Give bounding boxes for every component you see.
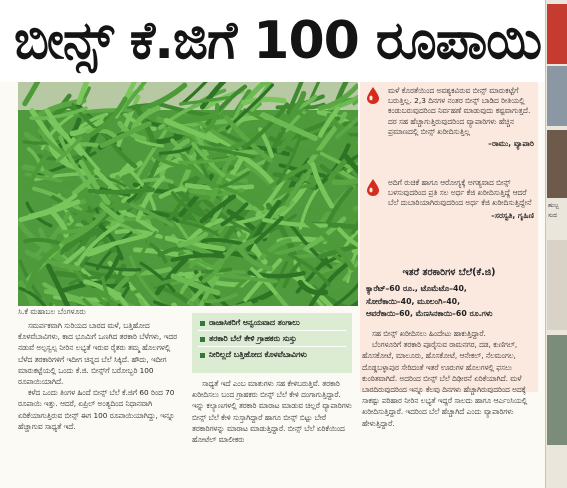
quote-2-attribution: –ಸರಸ್ವತಿ, ಗೃಹಿಣಿ <box>491 210 534 220</box>
highlights-box <box>192 313 352 373</box>
quote-2 <box>366 178 534 221</box>
body-column-2 <box>192 378 354 486</box>
drop-icon <box>366 178 380 196</box>
paragraph: ಸಮರ್ಪಕವಾಗಿ ಸುರಿಯದ ಬಾರದ ಮಳೆ, ಬತ್ತಿಹೋದ ಕೊಳವೆಬಾವಿಗಳು, ಕಾದ ಭೂಮಿಗೆ ಒಣಗಿದ ತರಕಾರಿ ಬೆಳೆಗಳು, ಇದರ ನಡುವೆ ಅಲ್ಪಸ್ವಲ್ಪ ನೀರಿನ ಲಭ್ಯತೆ ಇರುವ ರೈತರು ತಮ್ಮ ಹೊಲಗಳಲ್ಲಿ ಬೆಳೆದ ತರಕಾರಿಗಳಿಗೆ ಇದೀಗ ಚಿನ್ನದ ಬೆಲೆ ಸಿಕ್ಕಿದೆ. ಹೌದು, ಇದೀಗ ಮಾರುಕಟ್ಟೆಯಲ್ಲಿ ಒಂದು ಕೆ.ಜಿ. ಬೀನ್ಸ್‌ಗೆ ಬರೋಬ್ಬರಿ 100 ರೂಪಾಯಿಯಾಗಿದೆ. <box>18 321 177 387</box>
headline-area <box>0 0 545 82</box>
paragraph: ಬೆಂಗಳೂರಿಗೆ ತರಕಾರಿ ಪೂರೈಸುವ ರಾಮನಗರ, ದಡ, ಕುಣಿಗಲ್, ಹೊಸಕೋಟೆ, ಮಾಲೂರು, ಹೊಸಕೋಟೆ, ಆನೇಕಲ್, ನೆಲಮಂಗಲ, ದೊಡ್ಡಬಳ್ಳಾಪುರ ಸೇರಿದಂತೆ ಇತರೆ ಊರುಗಳ ಹೊಲಗಳಲ್ಲಿ ಫಸಲು ಕುಂಠಿತವಾಗಿದೆ. ಅದರಿಂದ ಬೀನ್ಸ್ ಬೆಲೆ ದಿಢೀರನೆ ಏರಿಕೆಯಾಗಿದೆ. ಮಳೆ ಬಾರದಿರುವುದರಿಂದ ಇನ್ನೂ ಕೆಲವು ದಿನಗಳು ಹೆಚ್ಚಾಗಿರುವುದರಿಂದ ಅದಕ್ಕೆ ಸಾಕಷ್ಟು ಪರಿಹಾರ ನೀರಿನ ಲಭ್ಯತೆ ಇದ್ದರೆ ಸಾಲದು ಹಾಗೂ ಆರ್ಎಂಸಿಯಲ್ಲಿ ಖರೀದಿಸುತ್ತಿದ್ದಾರೆ. ಇದರಿಂದ ಬೆಲೆ ಹೆಚ್ಚಾಗಿದೆ ಎಂದು ವ್ಯಾಪಾರಿಗಳು ಹೇಳುತ್ತಿದ್ದಾರೆ. <box>362 340 528 428</box>
body-column-3 <box>362 328 538 486</box>
photo-caption: ಸಿ.ಕೆ ಮಹಾಬಲ ಬೆಂಗಳೂರು <box>18 307 86 316</box>
paragraph: ಸಾಧ್ಯತೆ ಇದೆ ಎಂಬ ಮಾತುಗಳು ಸಹ ಕೇಳಿಬರುತ್ತಿವೆ. ತರಕಾರಿ ಖರೀದಿಸಲು ಬಂದ ಗ್ರಾಹಕರು ಬೀನ್ಸ್ ಬೆಲೆ ಕೇಳಿ ದಂಗಾಗುತ್ತಿದ್ದಾರೆ. ಇನ್ನು ಕಲ್ಯಾಣಗಳಲ್ಲಿ ತರಕಾರಿ ಮಾರಾಟ ಮಾಡುವ ಚಿಲ್ಲರೆ ವ್ಯಾಪಾರಿಗಳು ಬೀನ್ಸ್ ಬೆಲೆ ಕೇಳಿ ಸುಸ್ತಾಗಿದ್ದಾರೆ ಹಾಗೂ ಬೀನ್ಸ್ ಬಿಟ್ಟು ಬೇರೆ ತರಕಾರಿಗಳನ್ನು ಮಾರಾಟ ಮಾಡುತ್ತಿದ್ದಾರೆ. ಬೀನ್ಸ್ ಬೆಲೆ ಏರಿಕೆಯಿಂದ ಹೋಟೆಲ್ ಮಾಲೀಕರು <box>192 379 352 445</box>
highlight-item <box>200 349 350 360</box>
paragraph: ಕಳೆದ ಒಂದು ತಿಂಗಳ ಹಿಂದೆ ಬೀನ್ಸ್ ಬೆಲೆ ಕೆ.ಜಿಗೆ 60 ರಿಂದ 70 ರೂಪಾಯಿ ಇತ್ತು. ಆದರೆ, ಏಪ್ರಿಲ್ ಅಂತ್ಯದಿಂದ ನಿಧಾನವಾಗಿ ಏರಿಕೆಯಾಗುತ್ತಿರುವ ಬೀನ್ಸ್ ಈಗ 100 ರೂಪಾಯಿಯಾಗಿದ್ದು, ಇನ್ನೂ ಹೆಚ್ಚಾಗುವ ಸಾಧ್ಯತೆ ಇದೆ. <box>18 388 175 431</box>
beans-photo <box>18 82 358 306</box>
bullet-icon <box>200 337 205 342</box>
bean-stroke <box>244 99 284 102</box>
adjacent-photo-2 <box>547 66 567 126</box>
headline: ಬೀನ್ಸ್ ಕೆ.ಜಿಗೆ 100 ರೂಪಾಯಿ <box>14 11 542 71</box>
bean-stroke <box>90 190 153 193</box>
adjacent-photo-4 <box>547 240 567 330</box>
adjacent-photo-5 <box>547 335 567 445</box>
price-row: ಆವರೆಕಾಯಿ–60, ಮೆಣಸಿನಕಾಯಿ–60 ರೂ.ಗಳು <box>366 309 493 318</box>
highlight-item <box>200 317 350 328</box>
quote-1 <box>366 86 534 149</box>
paragraph: ಸಹ ಬೀನ್ಸ್ ಖರೀದಿಸಲು ಹಿಂದೇಟು ಹಾಕುತ್ತಿದ್ದಾರೆ. <box>372 329 486 338</box>
quote-1-attribution: –ರಾಮು, ವ್ಯಾಪಾರಿ <box>488 139 534 149</box>
highlight-text: ನೀರಿಲ್ಲದೆ ಬತ್ತಿಹೋದ ಕೊಳವೆಬಾವಿಗಳು <box>209 350 307 359</box>
adjacent-text-1: ಹುಬ್ಬ <box>548 202 559 209</box>
quote-2-text: ಅದಿಗೆ ರುಚಿಕೆ ಹಾಗೂ ಆರೋಗ್ಯಕ್ಕೆ ಅಗತ್ಯವಾದ ಬೀನ್ಸ್ ಬಳಸುವುದರಿಂದ ಪ್ರತಿ ಸಲ ಅರ್ಧ ಕೆಜಿ ಖರೀದಿಸುತ್ತಿದ್ದೆ ಆದರೆ ಬೆಲೆ ದುಬಾರಿಯಾಗಿರುವುದರಿಂದ ಅರ್ಧ ಕೆಜಿ ಖರೀದಿಸುತ್ತಿದ್ದೇನೆ <box>388 178 532 208</box>
divider <box>198 330 346 331</box>
highlight-text: ತರಕಾರಿ ಬೆಲೆ ಕೇಳಿ ಗ್ರಾಹಕರು ಸುಸ್ತು <box>209 334 297 343</box>
bullet-icon <box>200 321 205 326</box>
body-column-1 <box>18 320 184 486</box>
divider <box>198 346 346 347</box>
price-row: ಕ್ಯಾರೆಟ್–60 ರೂ., ಟೊಮೆಟೊ–40, <box>366 284 467 293</box>
adjacent-photo-3 <box>547 130 567 198</box>
price-row: ಸೋರೆಕಾಯಿ–40, ಮೂಲಂಗಿ–40, <box>366 296 461 306</box>
highlight-text: ರಾಜಾಸಿಕರಿಗೆ ಅನ್ವಯವಾದ ತಂಗಾಲು <box>209 318 300 327</box>
highlight-item <box>200 333 350 344</box>
adjacent-photo-1 <box>547 4 567 64</box>
quote-1-text: ಮಳೆ ಕೊರತೆಯಿಂದ ಅವಶ್ಯಕವಿರುವ ಬೀನ್ಸ್ ಮಾರುಕಟ್ಟೆಗೆ ಬರುತ್ತಿಲ್ಲ. 2,3 ದಿನಗಳ ನಂತರ ಬೀನ್ಸ್ ಬಾಡಿದ ರೀತಿಯಲ್ಲಿ ಕಂಡುಬರುವುದರಿಂದ ನಿರ್ವಹಣೆ ಮಾಡುವುದು ಕಷ್ಟವಾಗುತ್ತದೆ. ದರ ಸಹ ಹೆಚ್ಚಾಗುತ್ತಿರುವುದರಿಂದ ವ್ಯಾಪಾರಿಗಳು ಹೆಚ್ಚಿನ ಪ್ರಮಾಣದಲ್ಲಿ ಬೀನ್ಸ್ ಖರೀದಿಸುತ್ತಿಲ್ಲ <box>388 86 531 136</box>
price-list-title: ಇತರೆ ತರಕಾರಿಗಳ ಬೆಲೆ(ಕೆ.ಜಿ) <box>402 267 496 278</box>
price-list <box>366 283 536 321</box>
drop-icon <box>366 86 380 104</box>
adjacent-text-2: ಸುದ <box>548 212 557 219</box>
bullet-icon <box>200 353 205 358</box>
